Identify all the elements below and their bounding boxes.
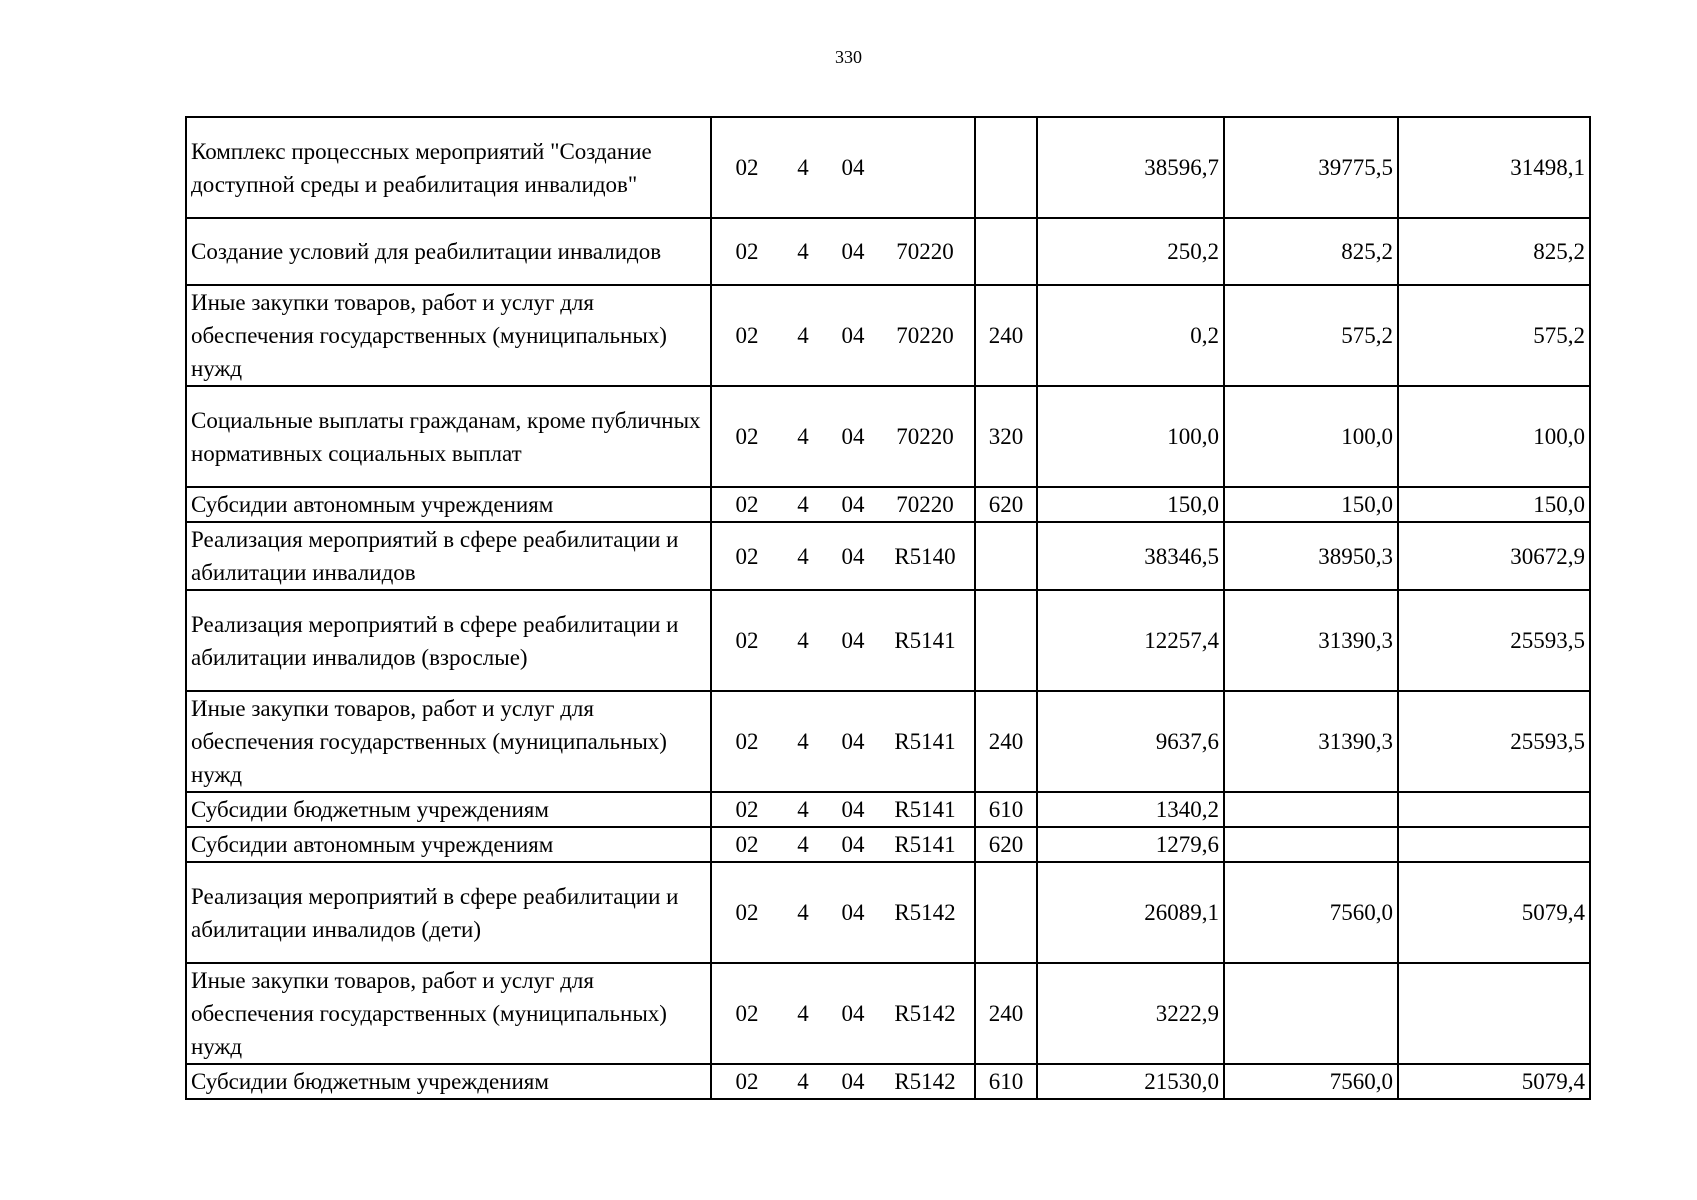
direction-code: 70220 [896, 323, 954, 348]
amount-3: 30672,9 [1398, 522, 1590, 590]
classification-code [711, 1064, 975, 1099]
amount-2: 100,0 [1224, 386, 1398, 487]
amount-2: 31390,3 [1224, 590, 1398, 691]
row-name: Создание условий для реабилитации инвалидов [186, 218, 711, 285]
row-name: Реализация мероприятий в сфере реабилитации и абилитации инвалидов [186, 522, 711, 590]
program-code: 02 [735, 492, 759, 517]
amount-2: 7560,0 [1224, 1064, 1398, 1099]
amount-1: 21530,0 [1037, 1064, 1224, 1099]
block-code: 04 [841, 543, 865, 569]
direction-code: R5141 [894, 797, 956, 822]
amount-1: 150,0 [1037, 487, 1224, 522]
amount-1: 3222,9 [1037, 963, 1224, 1064]
amount-2 [1224, 963, 1398, 1064]
subprogram-code: 4 [797, 323, 809, 348]
amount-3 [1398, 792, 1590, 827]
direction-code: R5141 [894, 832, 956, 857]
classification-code [711, 691, 975, 792]
program-code: 02 [735, 1069, 759, 1094]
expense-type-code: 240 [975, 285, 1037, 386]
row-name: Социальные выплаты гражданам, кроме публичных нормативных социальных выплат [186, 386, 711, 487]
row-name: Субсидии бюджетным учреждениям [186, 792, 711, 827]
expense-type-code: 610 [975, 792, 1037, 827]
amount-3: 25593,5 [1398, 590, 1590, 691]
amount-3 [1398, 963, 1590, 1064]
amount-2: 38950,3 [1224, 522, 1398, 590]
direction-code: 70220 [896, 424, 954, 449]
row-name: Реализация мероприятий в сфере реабилитации и абилитации инвалидов (взрослые) [186, 590, 711, 691]
program-code: 02 [735, 323, 759, 348]
expense-type-code: 240 [975, 963, 1037, 1064]
subprogram-code: 4 [797, 628, 809, 653]
classification-code [711, 487, 975, 522]
classification-code [711, 827, 975, 862]
program-code: 02 [735, 424, 759, 449]
direction-code: R5142 [894, 1069, 956, 1094]
table-row [186, 792, 1590, 827]
table-row [186, 963, 1590, 1064]
amount-1: 100,0 [1037, 386, 1224, 487]
classification-code [711, 792, 975, 827]
block-code: 04 [841, 832, 865, 857]
expense-type-code: 620 [975, 487, 1037, 522]
block-code: 04 [841, 492, 865, 517]
program-code: 02 [735, 628, 759, 653]
amount-1: 38596,7 [1037, 117, 1224, 218]
amount-1: 12257,4 [1037, 590, 1224, 691]
expense-type-code: 240 [975, 691, 1037, 792]
row-name: Комплекс процессных мероприятий "Создание доступной среды и реабилитация инвалидов" [186, 117, 711, 218]
amount-2 [1224, 827, 1398, 862]
table-row [186, 285, 1590, 386]
expense-type-code: 320 [975, 386, 1037, 487]
amount-1: 38346,5 [1037, 522, 1224, 590]
direction-code: 70220 [896, 492, 954, 517]
budget-table [185, 116, 1591, 1100]
block-code: 04 [841, 1001, 865, 1026]
expense-type-code [975, 590, 1037, 691]
amount-1: 250,2 [1037, 218, 1224, 285]
program-code: 02 [735, 543, 759, 569]
amount-1: 9637,6 [1037, 691, 1224, 792]
row-name: Субсидии автономным учреждениям [186, 487, 711, 522]
program-code: 02 [735, 832, 759, 857]
amount-2: 31390,3 [1224, 691, 1398, 792]
row-name: Субсидии автономным учреждениям [186, 827, 711, 862]
direction-code: R5141 [894, 628, 956, 653]
block-code: 04 [841, 155, 865, 180]
direction-code: R5142 [894, 1001, 956, 1026]
table-row [186, 218, 1590, 285]
table-row [186, 386, 1590, 487]
table-row [186, 590, 1590, 691]
subprogram-code: 4 [797, 155, 809, 180]
amount-1: 26089,1 [1037, 862, 1224, 963]
direction-code: R5142 [894, 900, 956, 925]
direction-code: 70220 [896, 239, 954, 264]
classification-code [711, 522, 975, 590]
amount-3: 5079,4 [1398, 862, 1590, 963]
amount-2: 39775,5 [1224, 117, 1398, 218]
amount-3: 150,0 [1398, 487, 1590, 522]
program-code: 02 [735, 900, 759, 925]
classification-code [711, 963, 975, 1064]
table-row [186, 487, 1590, 522]
amount-3 [1398, 827, 1590, 862]
table-row [186, 522, 1590, 590]
classification-code [711, 285, 975, 386]
block-code: 04 [841, 323, 865, 348]
classification-code [711, 590, 975, 691]
expense-type-code [975, 117, 1037, 218]
subprogram-code: 4 [797, 543, 809, 569]
expense-type-code [975, 218, 1037, 285]
program-code: 02 [735, 1001, 759, 1026]
direction-code: R5141 [894, 729, 956, 754]
amount-3: 5079,4 [1398, 1064, 1590, 1099]
amount-2: 150,0 [1224, 487, 1398, 522]
expense-type-code [975, 862, 1037, 963]
direction-code [878, 151, 972, 184]
table-row [186, 1064, 1590, 1099]
block-code: 04 [841, 729, 865, 754]
subprogram-code: 4 [797, 424, 809, 449]
block-code: 04 [841, 628, 865, 653]
expense-type-code [975, 522, 1037, 590]
amount-3: 825,2 [1398, 218, 1590, 285]
classification-code [711, 117, 975, 218]
amount-2 [1224, 792, 1398, 827]
amount-3: 575,2 [1398, 285, 1590, 386]
table-row [186, 117, 1590, 218]
classification-code [711, 218, 975, 285]
block-code: 04 [841, 900, 865, 925]
subprogram-code: 4 [797, 492, 809, 517]
program-code: 02 [735, 239, 759, 264]
subprogram-code: 4 [797, 1069, 809, 1094]
expense-type-code: 610 [975, 1064, 1037, 1099]
amount-2: 575,2 [1224, 285, 1398, 386]
subprogram-code: 4 [797, 900, 809, 925]
amount-3: 25593,5 [1398, 691, 1590, 792]
page-number: 330 [835, 47, 862, 67]
block-code: 04 [841, 797, 865, 822]
row-name: Субсидии бюджетным учреждениям [186, 1064, 711, 1099]
amount-3: 31498,1 [1398, 117, 1590, 218]
direction-code: R5140 [894, 543, 956, 569]
row-name: Реализация мероприятий в сфере реабилитации и абилитации инвалидов (дети) [186, 862, 711, 963]
classification-code [711, 386, 975, 487]
amount-1: 0,2 [1037, 285, 1224, 386]
subprogram-code: 4 [797, 1001, 809, 1026]
row-name: Иные закупки товаров, работ и услуг для обеспечения государственных (муниципальных) нужд [186, 285, 711, 386]
program-code: 02 [735, 797, 759, 822]
program-code: 02 [735, 155, 759, 180]
subprogram-code: 4 [797, 832, 809, 857]
amount-1: 1279,6 [1037, 827, 1224, 862]
table-row [186, 827, 1590, 862]
row-name: Иные закупки товаров, работ и услуг для обеспечения государственных (муниципальных) нужд [186, 691, 711, 792]
amount-2: 7560,0 [1224, 862, 1398, 963]
subprogram-code: 4 [797, 729, 809, 754]
subprogram-code: 4 [797, 797, 809, 822]
table-row [186, 862, 1590, 963]
block-code: 04 [841, 239, 865, 264]
subprogram-code: 4 [797, 239, 809, 264]
block-code: 04 [841, 1069, 865, 1094]
block-code: 04 [841, 424, 865, 449]
classification-code [711, 862, 975, 963]
row-name: Иные закупки товаров, работ и услуг для обеспечения государственных (муниципальных) нужд [186, 963, 711, 1064]
amount-1: 1340,2 [1037, 792, 1224, 827]
amount-3: 100,0 [1398, 386, 1590, 487]
amount-2: 825,2 [1224, 218, 1398, 285]
expense-type-code: 620 [975, 827, 1037, 862]
table-row [186, 691, 1590, 792]
program-code: 02 [735, 729, 759, 754]
